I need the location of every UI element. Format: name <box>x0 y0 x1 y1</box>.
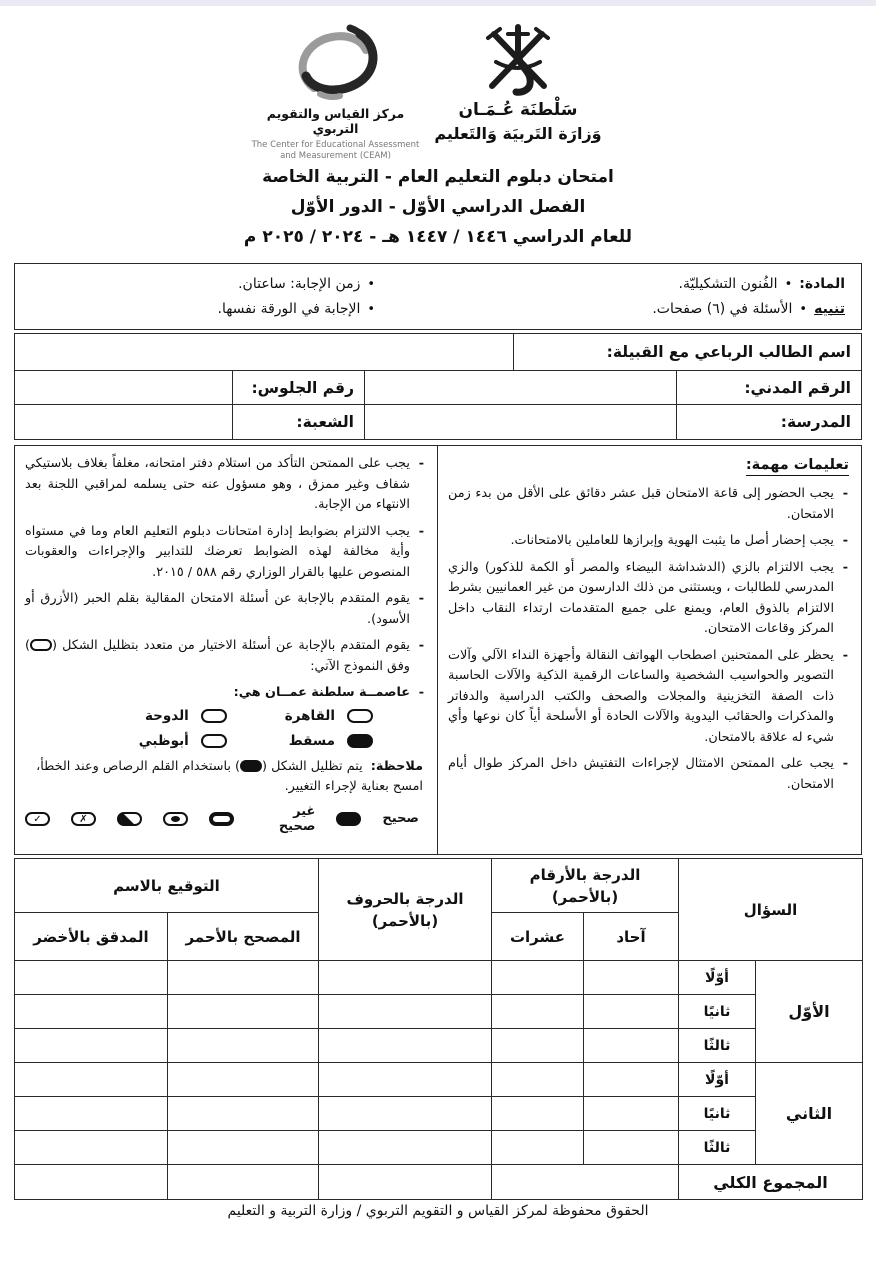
mcq-sample-options <box>25 708 425 749</box>
ceam-name-arabic: مركز القياس والتقويم التربوي <box>266 106 405 136</box>
school-label: المدرسة: <box>676 405 861 439</box>
instruction-item: - يجب على الممتحن التأكد من استلام دفتر امتحانه، مغلفاً بغلاف بلاستيكي شفاف وغير ممزق ، وهو مسؤول عنه حتى يسلمه لمراقبي اللجنة بعد الانتهاء من الإجابة. <box>25 454 425 516</box>
instruction-item: - يجب الالتزام بضوابط إدارة امتحانات دبلوم التعليم العام وما في مستواه وأية مخالفة لهذه الضوابط تعرضك للتدابير والإجراءات والعقوبات المنصوص عليها بالقرار الوزاري رقم ٥٨٨ / ٢٠١٥. <box>25 522 425 584</box>
exam-title-line1: امتحان دبلوم التعليم العام - التربية الخاصة <box>262 167 614 187</box>
answer-paper-item: الإجابة في الورقة نفسها. <box>217 300 361 317</box>
auditor-sign-cell <box>15 1029 168 1063</box>
corrector-header: المصحح بالأحمر <box>168 913 319 961</box>
instruction-item: - يجب على الممتحن الامتثال لإجراءات التفتيش داخل المركز طوال أيام الامتحان. <box>448 754 849 795</box>
score-cell <box>492 1063 584 1097</box>
ones-header: آحاد <box>584 913 679 961</box>
seat-number-label: رقم الجلوس: <box>232 371 364 405</box>
auditor-sign-cell <box>15 961 168 995</box>
mcq-sample-question: - عاصمــة سلطنة عمــان هي: <box>25 683 425 704</box>
score-cell <box>492 1131 584 1165</box>
emblem-ministry-title: وَزارَة التَربيَة وَالتَعليم <box>434 124 602 143</box>
auditor-sign-cell <box>15 1097 168 1131</box>
instruction-item: - يجب الالتزام بالزي (الدشداشة البيضاء والمصر أو الكمة للذكور) والزي المدرسي للطالبات ، ويستثنى من ذلك الدارسون من غير العمانيين بشرط الالتزام بالذوق العام، ويمنع على جميع المتقدمات ارتداء النقاب داخل المركز وقاعات الامتحان. <box>448 558 849 640</box>
subject-column <box>421 272 861 322</box>
corrector-sign-cell <box>168 1131 319 1165</box>
instruction-item: - يحظر على الممتحنين اصطحاب الهواتف النقالة وأجهزة النداء الآلي وآلات التصوير والحواسيب الشخصية والساعات الرقمية الذكية والآلات الحاسبة ذات الصفة التخزينية والمجلات والصحف والكتب الدراسية والدفاتر والمذكرات والحقائب اليدوية والآلات الحادة أو الأسلحة أياً كان نوعها وأي شيء له علاقة بالامتحان. <box>448 646 849 749</box>
instruction-item: - يجب إحضار أصل ما يثبت الهوية وإبرازها للعاملين بالامتحانات. <box>448 531 849 552</box>
corrector-sign-cell <box>168 961 319 995</box>
filled-bubble-icon <box>347 734 373 748</box>
part-second-label: ثانيًا <box>679 995 756 1029</box>
score-cell <box>584 961 679 995</box>
score-cell <box>492 1097 584 1131</box>
mcq-option-doha: الدوحة <box>139 708 227 724</box>
question-column-header: السؤال <box>679 859 863 961</box>
corrector-sign-cell <box>168 1097 319 1131</box>
auditor-sign-cell <box>15 995 168 1029</box>
check-bubble-icon: ✓ <box>25 812 50 826</box>
score-digits-header: الدرجة بالأرقام (بالأحمر) <box>492 859 679 913</box>
score-cell <box>584 1063 679 1097</box>
exam-time-column <box>15 272 421 322</box>
corrector-sign-cell <box>168 995 319 1029</box>
subject-label: المادة: <box>799 275 845 292</box>
score-letters-cell <box>319 961 492 995</box>
grand-total-label: المجموع الكلي <box>679 1165 863 1200</box>
tens-header: عشرات <box>492 913 584 961</box>
instructions-left-column <box>15 446 437 854</box>
bullet-icon: • <box>367 276 376 292</box>
mcq-option-cairo: القاهرة <box>285 708 373 724</box>
half-shaded-bubble-icon <box>117 812 142 826</box>
student-name-field[interactable] <box>15 334 513 370</box>
notice-label: تنبيه <box>814 300 845 317</box>
oman-emblem-block <box>428 24 608 143</box>
instructions-right-column <box>437 446 861 854</box>
corrector-sign-cell <box>168 1063 319 1097</box>
section-field[interactable] <box>15 405 232 439</box>
auditor-header: المدقق بالأخضر <box>15 913 168 961</box>
score-letters-cell <box>319 1131 492 1165</box>
oman-national-emblem-icon <box>466 24 570 98</box>
score-cell <box>584 995 679 1029</box>
part-first-label: أوّلًا <box>679 961 756 995</box>
score-letters-cell <box>319 1029 492 1063</box>
score-letters-cell <box>319 1097 492 1131</box>
corrector-sign-cell <box>168 1029 319 1063</box>
copyright-line: الحقوق محفوظة لمركز القياس و التقويم التربوي / وزارة التربية و التعليم <box>227 1203 649 1219</box>
scan-edge-artifact <box>0 0 876 6</box>
empty-bubble-icon <box>30 639 52 651</box>
shading-note: ملاحظة: يتم تظليل الشكل () باستخدام القلم الرصاص وعند الخطأ، امسح بعناية لإجراء التغيير. <box>36 758 423 794</box>
empty-bubble-icon <box>347 709 373 723</box>
part-first-label: أوّلًا <box>679 1063 756 1097</box>
bullet-icon: • <box>367 301 376 317</box>
score-letters-cell <box>319 995 492 1029</box>
score-cell <box>492 1029 584 1063</box>
ceam-logo-icon <box>290 24 382 104</box>
question-two-label: الثاني <box>756 1063 863 1165</box>
instructions-heading: تعليمات مهمة: <box>746 457 849 476</box>
bullet-icon: • <box>799 301 808 317</box>
bubble-legend-row <box>25 804 425 834</box>
corrector-sign-cell <box>168 1165 319 1200</box>
score-letters-cell <box>319 1063 492 1097</box>
score-cell <box>584 1097 679 1131</box>
score-cell <box>584 1131 679 1165</box>
ceam-name-english: The Center for Educational Assessment and Measurement (CEAM) <box>251 140 420 161</box>
score-cell <box>492 961 584 995</box>
filled-bubble-icon <box>240 760 262 772</box>
correct-label: صحيح <box>382 811 419 826</box>
instruction-item-mcq-intro: - يقوم المتقدم بالإجابة عن أسئلة الاختيار من متعدد بتظليل الشكل () وفق النموذج الآتي: <box>25 636 425 677</box>
student-info-table <box>14 333 862 440</box>
score-cell <box>492 995 584 1029</box>
x-bubble-icon: ✗ <box>71 812 96 826</box>
score-cell <box>584 1029 679 1063</box>
section-label: الشعبة: <box>232 405 364 439</box>
subject-notice-box <box>14 263 862 330</box>
filled-bubble-icon <box>336 812 361 826</box>
part-third-label: ثالثًا <box>679 1131 756 1165</box>
student-name-label: اسم الطالب الرباعي مع القبيلة: <box>513 334 861 370</box>
signature-header: التوقيع بالاسم <box>15 859 319 913</box>
empty-bubble-icon <box>201 734 227 748</box>
ceam-logo-block <box>248 24 423 161</box>
mcq-option-muscat: مسقط <box>285 733 373 749</box>
score-letters-header: الدرجة بالحروف (بالأحمر) <box>319 859 492 961</box>
incorrect-label: غير صحيح <box>278 803 316 834</box>
auditor-sign-cell <box>15 1165 168 1200</box>
auditor-sign-cell <box>15 1063 168 1097</box>
notice-value: الأسئلة في (٦) صفحات. <box>652 300 793 317</box>
grading-table <box>14 858 863 1200</box>
exam-titles <box>0 162 876 252</box>
part-third-label: ثالثًا <box>679 1029 756 1063</box>
total-score-cell <box>492 1165 679 1200</box>
seat-number-field[interactable] <box>15 371 232 405</box>
civil-id-label: الرقم المدني: <box>676 371 861 405</box>
bullet-icon: • <box>784 276 793 292</box>
civil-id-field[interactable] <box>364 371 676 405</box>
instruction-item: - يجب الحضور إلى قاعة الامتحان قبل عشر دقائق على الأقل من بدء زمن الامتحان. <box>448 484 849 525</box>
dotted-bubble-icon <box>163 812 188 826</box>
emblem-country-title: سَلْطنَة عُـمَـان <box>458 100 578 120</box>
important-instructions-box <box>14 445 862 855</box>
question-one-label: الأوّل <box>756 961 863 1063</box>
part-second-label: ثانيًا <box>679 1097 756 1131</box>
empty-bubble-icon <box>201 709 227 723</box>
auditor-sign-cell <box>15 1131 168 1165</box>
exam-title-line2: الفصل الدراسي الأوّل - الدور الأوّل <box>290 197 586 217</box>
subject-value: الفُنون التشكيليّة. <box>678 275 778 292</box>
answer-time-item: زمن الإجابة: ساعتان. <box>238 275 361 292</box>
instruction-item: - يقوم المتقدم بالإجابة عن أسئلة الامتحان المقالية بقلم الحبر (الأزرق أو الأسود). <box>25 589 425 630</box>
mcq-option-abudhabi: أبوظبي <box>139 733 227 749</box>
thick-outline-bubble-icon <box>209 812 234 826</box>
score-letters-cell <box>319 1165 492 1200</box>
school-field[interactable] <box>364 405 676 439</box>
exam-title-line3: للعام الدراسي ١٤٤٦ / ١٤٤٧ هـ - ٢٠٢٤ / ٢٠٢٥ م <box>243 227 633 247</box>
